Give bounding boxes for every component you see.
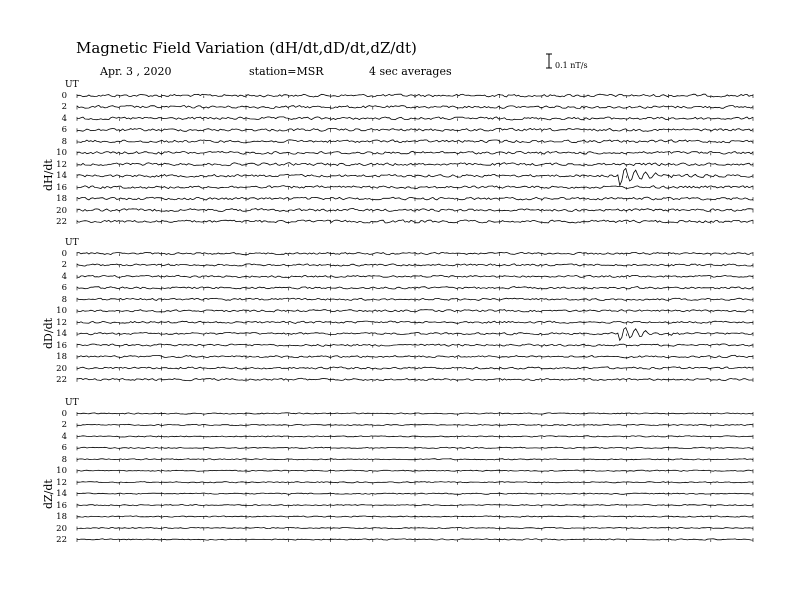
row-hour-label: 0 [61,409,67,419]
averaging-label: 4 sec averages [369,65,452,78]
row-hour-label: 14 [56,329,67,340]
station-label: station=MSR [249,65,324,78]
row-hour-label: 16 [56,340,67,351]
row-hour-label: 2 [61,102,67,113]
row-hour-label: 10 [56,466,67,477]
scale-bar [546,54,552,68]
traces-layer [77,94,753,542]
row-hour-label: 18 [56,512,67,523]
row-hour-label: 22 [56,374,67,385]
row-hour-label: 6 [61,443,67,454]
ut-axis-label: UT [65,80,79,90]
row-hour-label: 14 [56,171,67,182]
panel-component-label: dD/dt [42,318,55,350]
row-hour-label: 20 [56,363,67,374]
row-hour-label: 4 [61,271,67,282]
row-hour-label: 20 [56,523,67,534]
ut-axis-label: UT [65,398,79,408]
panel-2 [77,412,753,542]
row-hour-label: 12 [56,317,67,328]
row-hour-label: 4 [61,113,67,124]
panel-0 [77,94,753,224]
scale-bar-label: 0.1 nT/s [555,61,588,70]
row-hour-label: 10 [56,306,67,317]
chart-title: Magnetic Field Variation (dH/dt,dD/dt,dZ/dt) [76,39,417,57]
row-ticks [77,469,753,473]
ut-axis-label: UT [65,238,79,248]
row-hour-label: 8 [61,294,67,305]
row-hour-label: 22 [56,216,67,227]
panel-component-label: dZ/dt [42,479,55,510]
row-hour-label: 6 [61,283,67,294]
row-hour-label: 16 [56,182,67,193]
row-hour-label: 10 [56,148,67,159]
row-hour-label: 0 [61,91,67,101]
panel-component-label: dH/dt [42,159,55,192]
row-hour-label: 4 [61,431,67,442]
row-hour-label: 16 [56,500,67,511]
row-hour-label: 8 [61,454,67,465]
row-hour-label: 18 [56,352,67,363]
row-hour-label: 8 [61,136,67,147]
row-hour-label: 0 [61,249,67,259]
row-hour-label: 12 [56,159,67,170]
row-hour-label: 2 [61,420,67,431]
row-hour-label: 20 [56,205,67,216]
row-hour-label: 18 [56,194,67,205]
panel-1 [77,252,753,382]
row-hour-label: 2 [61,260,67,271]
row-hour-label: 6 [61,125,67,136]
row-hour-label: 22 [56,534,67,545]
row-ticks [77,481,753,485]
row-hour-label: 14 [56,489,67,500]
date-label: Apr. 3 , 2020 [100,65,172,78]
row-hour-label: 12 [56,477,67,488]
